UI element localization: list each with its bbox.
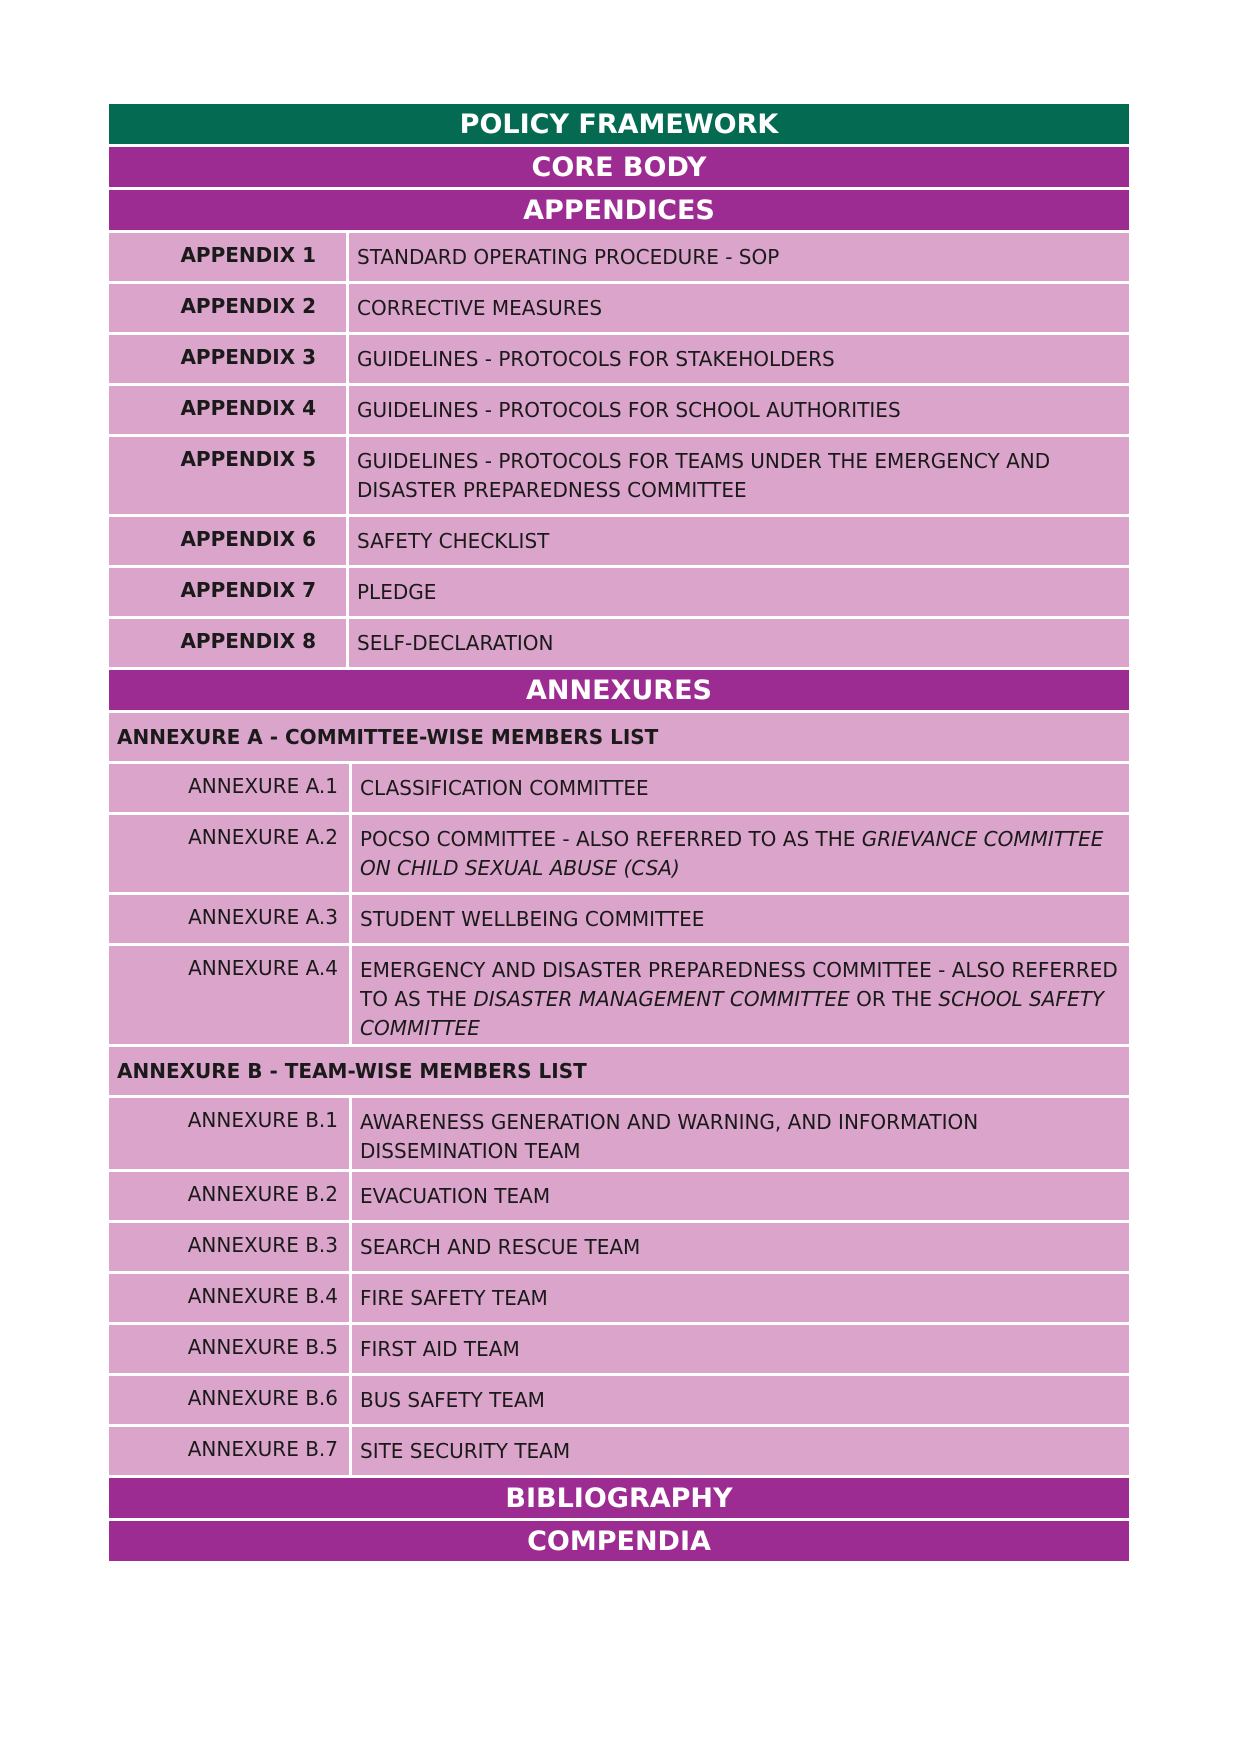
annexure-title-emphasis: GRIEVANCE COMMITTEE ON CHILD SEXUAL ABUSE (CSA) (360, 827, 1104, 880)
annexure-title: FIRST AID TEAM (360, 1337, 520, 1361)
appendix-title: GUIDELINES - PROTOCOLS FOR TEAMS UNDER THE EMERGENCY AND DISASTER PREPAREDNESS COMMITTEE (357, 449, 1051, 502)
annexure-row[interactable] (109, 815, 1129, 892)
annexure-label: ANNEXURE B.5 (109, 1325, 352, 1373)
annexure-a-heading[interactable]: ANNEXURE A - COMMITTEE-WISE MEMBERS LIST (109, 713, 1129, 761)
appendix-title: SAFETY CHECKLIST (357, 529, 550, 553)
appendix-title: PLEDGE (357, 580, 437, 604)
appendix-label: APPENDIX 5 (109, 437, 349, 514)
annexure-label: ANNEXURE A.2 (109, 815, 352, 892)
table-of-contents (109, 104, 1129, 1564)
annexure-title: EVACUATION TEAM (360, 1184, 551, 1208)
appendix-label: APPENDIX 8 (109, 619, 349, 667)
appendix-title: CORRECTIVE MEASURES (357, 296, 603, 320)
appendix-row[interactable] (109, 233, 1129, 281)
annexure-label: ANNEXURE B.3 (109, 1223, 352, 1271)
section-appendices[interactable]: APPENDICES (109, 190, 1129, 230)
appendix-row[interactable] (109, 517, 1129, 565)
annexure-row[interactable] (109, 764, 1129, 812)
annexure-label: ANNEXURE B.6 (109, 1376, 352, 1424)
appendix-title: GUIDELINES - PROTOCOLS FOR STAKEHOLDERS (357, 347, 835, 371)
section-annexures[interactable]: ANNEXURES (109, 670, 1129, 710)
section-compendia[interactable]: COMPENDIA (109, 1521, 1129, 1561)
annexure-row[interactable] (109, 895, 1129, 943)
annexure-title-emphasis: DISASTER MANAGEMENT COMMITTEE (473, 987, 850, 1011)
annexure-title (352, 946, 1129, 1044)
annexure-title (352, 815, 1129, 892)
annexure-title: AWARENESS GENERATION AND WARNING, AND INFORMATION DISSEMINATION TEAM (360, 1110, 979, 1163)
annexure-label: ANNEXURE B.1 (109, 1098, 352, 1169)
annexure-label: ANNEXURE B.4 (109, 1274, 352, 1322)
appendix-title: STANDARD OPERATING PROCEDURE - SOP (357, 245, 780, 269)
appendix-row[interactable] (109, 284, 1129, 332)
appendix-row[interactable] (109, 437, 1129, 514)
appendix-row[interactable] (109, 619, 1129, 667)
annexure-label: ANNEXURE B.2 (109, 1172, 352, 1220)
annexure-row[interactable] (109, 1427, 1129, 1475)
annexure-row[interactable] (109, 1325, 1129, 1373)
appendix-title: SELF-DECLARATION (357, 631, 554, 655)
annexure-title: SEARCH AND RESCUE TEAM (360, 1235, 641, 1259)
section-bibliography[interactable]: BIBLIOGRAPHY (109, 1478, 1129, 1518)
appendix-row[interactable] (109, 386, 1129, 434)
annexure-row[interactable] (109, 1274, 1129, 1322)
annexure-row[interactable] (109, 1376, 1129, 1424)
annexure-title-text: POCSO COMMITTEE - ALSO REFERRED TO AS THE (360, 827, 862, 851)
appendix-row[interactable] (109, 568, 1129, 616)
annexure-title: BUS SAFETY TEAM (360, 1388, 545, 1412)
appendix-label: APPENDIX 1 (109, 233, 349, 281)
appendix-title: GUIDELINES - PROTOCOLS FOR SCHOOL AUTHORITIES (357, 398, 901, 422)
annexure-row[interactable] (109, 1098, 1129, 1169)
annexure-label: ANNEXURE A.3 (109, 895, 352, 943)
appendix-label: APPENDIX 3 (109, 335, 349, 383)
annexure-title-text: OR THE (849, 987, 939, 1011)
appendix-label: APPENDIX 7 (109, 568, 349, 616)
appendix-label: APPENDIX 6 (109, 517, 349, 565)
annexure-row[interactable] (109, 1223, 1129, 1271)
annexure-title: SITE SECURITY TEAM (360, 1439, 571, 1463)
annexure-row[interactable] (109, 1172, 1129, 1220)
appendix-label: APPENDIX 2 (109, 284, 349, 332)
annexure-title: STUDENT WELLBEING COMMITTEE (360, 907, 705, 931)
annexure-label: ANNEXURE A.4 (109, 946, 352, 1044)
annexure-row[interactable] (109, 946, 1129, 1044)
appendix-label: APPENDIX 4 (109, 386, 349, 434)
annexure-label: ANNEXURE B.7 (109, 1427, 352, 1475)
annexure-title: CLASSIFICATION COMMITTEE (360, 776, 649, 800)
section-core-body[interactable]: CORE BODY (109, 147, 1129, 187)
section-policy-framework[interactable]: POLICY FRAMEWORK (109, 104, 1129, 144)
annexure-label: ANNEXURE A.1 (109, 764, 352, 812)
annexure-b-heading[interactable]: ANNEXURE B - TEAM-WISE MEMBERS LIST (109, 1047, 1129, 1095)
annexure-title-emphasis: SCHOOL SAFETY COMMITTEE (360, 987, 1105, 1040)
annexure-title: FIRE SAFETY TEAM (360, 1286, 548, 1310)
annexure-title-text: EMERGENCY AND DISASTER PREPAREDNESS COMMITTEE - ALSO REFERRED TO AS THE (360, 958, 1118, 1011)
appendix-row[interactable] (109, 335, 1129, 383)
